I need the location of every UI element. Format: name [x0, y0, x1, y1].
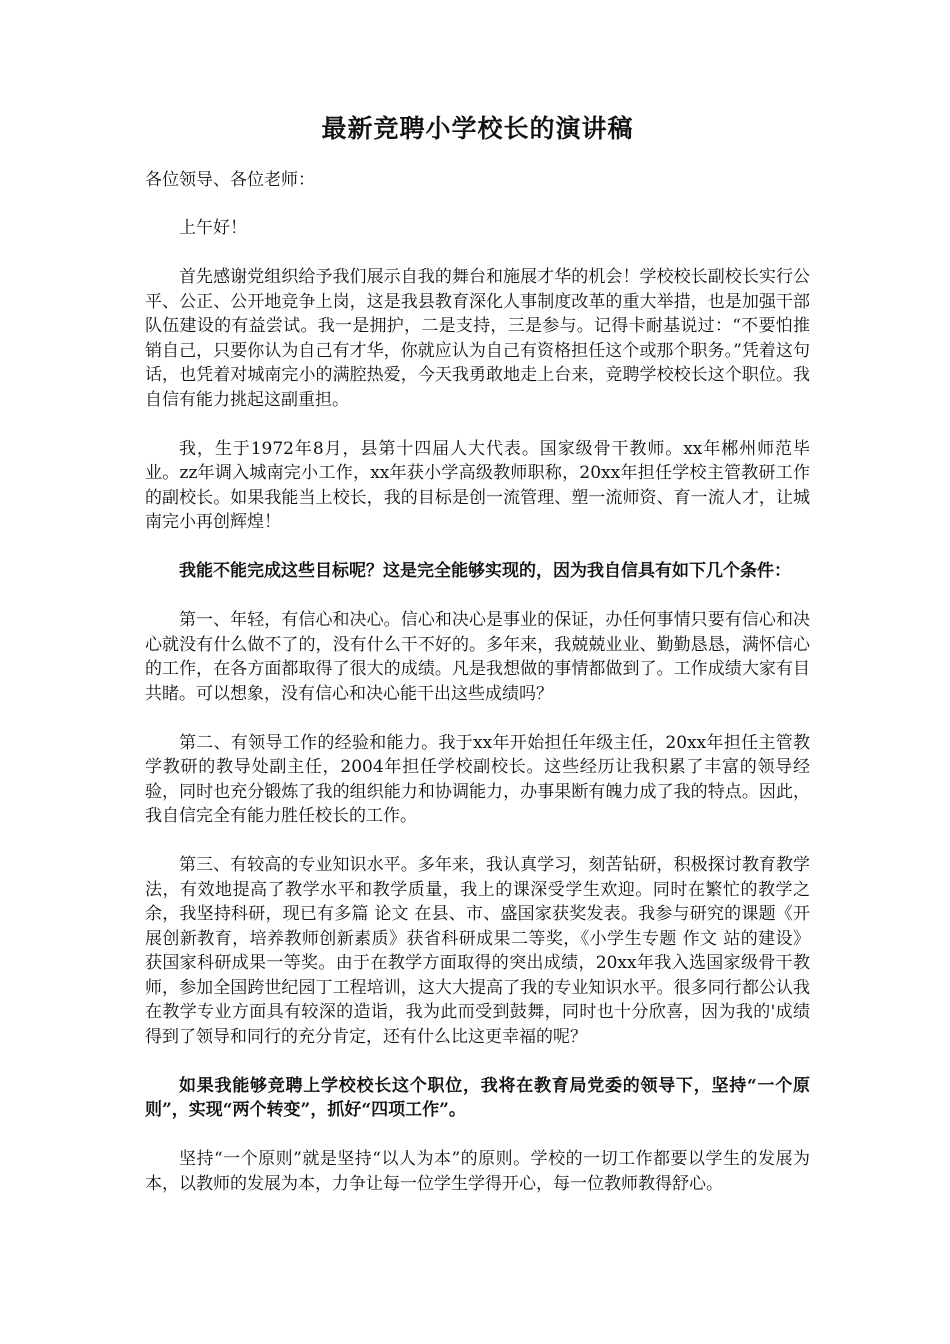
- paragraph-condition-three: 第三、有较高的专业知识水平。多年来，我认真学习，刻苦钻研，积极探讨教育教学法，有效地提高了教学水平和教学质量，我上的课深受学生欢迎。同时在繁忙的教学之余，我坚持科研，现已有多篇 论文 在县、市、盛国家获奖发表。我参与研究的课题《开展创新教育，培养教师创新素质》获省科研成果二等奖，《小学生专题 作文 站的建设》获国家科研成果一等奖。由于在教学方面取得的突出成绩，20xx年我入选国家级骨干教师，参加全国跨世纪园丁工程培训，这大大提高了我的专业知识水平。很多同行都公认我在教学专业方面具有较深的造诣，我为此而受到鼓舞，同时也十分欣喜，因为我的'成绩得到了领导和同行的充分肯定，还有什么比这更幸福的呢？: [145, 855, 810, 1047]
- paragraph-condition-two: 第二、有领导工作的经验和能力。我于xx年开始担任年级主任，20xx年担任主管教学教研的教导处副主任，2004年担任学校副校长。这些经历让我积累了丰富的领导经验，同时也充分锻炼了我的组织能力和协调能力，办事果断有魄力成了我的特点。因此，我自信完全有能力胜任校长的工作。: [145, 732, 810, 826]
- paragraph-principle: 坚持“一个原则”就是坚持“以人为本”的原则。学校的一切工作都要以学生的发展为本，以教师的发展为本，力争让每一位学生学得开心，每一位教师教得舒心。: [145, 1149, 810, 1194]
- paragraph-intro: 首先感谢党组织给予我们展示自我的舞台和施展才华的机会！学校校长副校长实行公平、公正、公开地竞争上岗，这是我县教育深化人事制度改革的重大举措，也是加强干部队伍建设的有益尝试。我一是拥护，二是支持，三是参与。记得卡耐基说过：“不要怕推销自己，只要你认为自己有才华，你就应认为自己有资格担任这个或那个职务。”凭着这句话，也凭着对城南完小的满腔热爱，今天我勇敢地走上台来，竞聘学校校长这个职位。我自信有能力挑起这副重担。: [145, 267, 810, 410]
- salutation: 各位领导、各位老师：: [145, 170, 315, 190]
- paragraph-background: 我，生于1972年8月，县第十四届人大代表。国家级骨干教师。xx年郴州师范毕业。zz年调入城南完小工作，xx年获小学高级教师职称，20xx年担任学校主管教研工作的副校长。如果我能当上校长，我的目标是创一流管理、塑一流师资、育一流人才，让城南完小再创辉煌！: [145, 438, 810, 532]
- paragraph-plan-heading: 如果我能够竞聘上学校校长这个职位，我将在教育局党委的领导下，坚持“一个原则”，实现“两个转变”，抓好“四项工作”。: [145, 1075, 810, 1120]
- paragraph-conditions-heading: 我能不能完成这些目标呢？这是完全能够实现的，因为我自信具有如下几个条件：: [179, 561, 791, 581]
- document-title: 最新竞聘小学校长的演讲稿: [321, 114, 634, 143]
- greeting: 上午好！: [179, 218, 247, 238]
- document-page: [145, 112, 810, 1221]
- paragraph-condition-one: 第一、年轻，有信心和决心。信心和决心是事业的保证，办任何事情只要有信心和决心就没有什么做不了的，没有什么干不好的。多年来，我兢兢业业、勤勤恳恳，满怀信心的工作，在各方面都取得了很大的成绩。凡是我想做的事情都做到了。工作成绩大家有目共睹。可以想象，没有信心和决心能干出这些成绩吗？: [145, 610, 810, 704]
